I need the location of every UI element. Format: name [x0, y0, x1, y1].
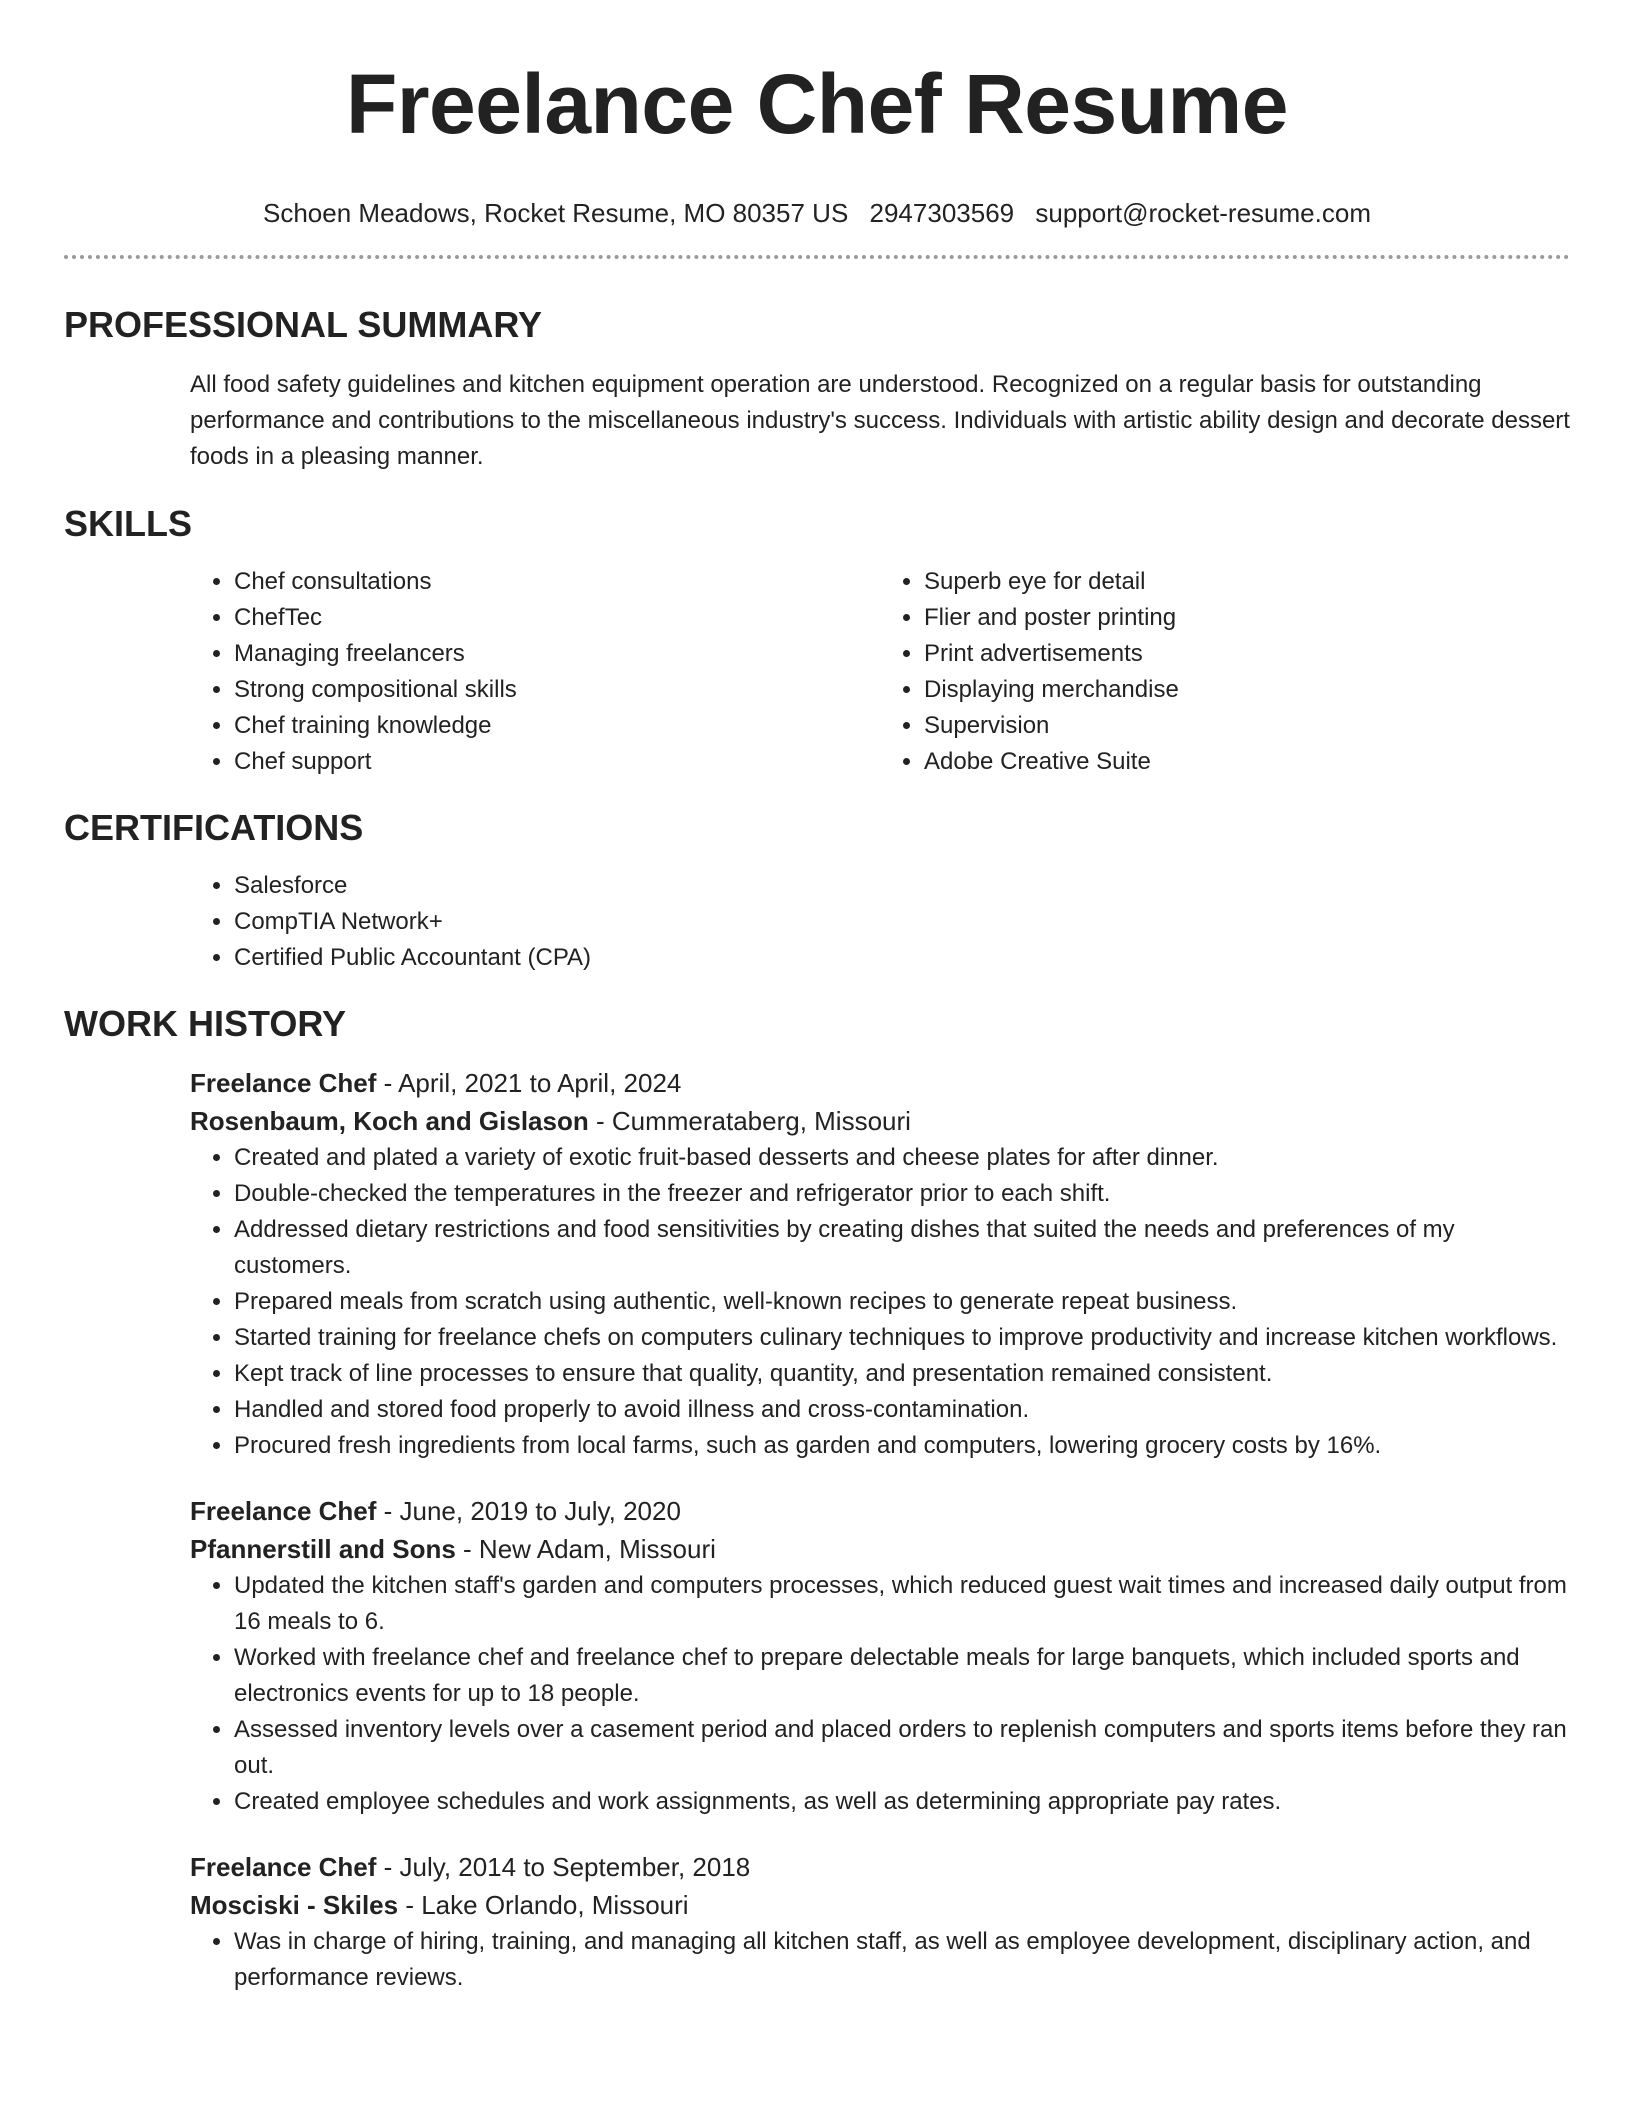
skill-item: • Adobe Creative Suite: [924, 744, 1570, 780]
job-title-line: [190, 1492, 1570, 1530]
summary-heading: PROFESSIONAL SUMMARY: [64, 304, 543, 345]
skill-item: • Chef consultations: [234, 564, 880, 600]
job-bullet: • Assessed inventory levels over a casement period and placed orders to replenish computers and sports items before they ran out.: [234, 1712, 1570, 1784]
job-company: Mosciski - Skiles: [190, 1890, 399, 1920]
work-history-heading: WORK HISTORY: [64, 1003, 347, 1044]
certifications-section: [64, 806, 1570, 976]
job-entry: [190, 1492, 1570, 1820]
header-divider: [64, 255, 1570, 259]
skill-item: • ChefTec: [234, 600, 880, 636]
skill-item: • Chef support: [234, 744, 880, 780]
summary-text: All food safety guidelines and kitchen equipment operation are understood. Recognized on a regular basis for outstanding performance and contributions to the miscellaneous industry's success. Individuals with artistic ability design and decorate dessert foods in a pleasing manner.: [190, 371, 1570, 470]
job-bullet: • Started training for freelance chefs on computers culinary techniques to improve productivity and increase kitchen workflows.: [234, 1320, 1570, 1356]
job-company: Rosenbaum, Koch and Gislason: [190, 1106, 589, 1136]
resume-page: [64, 0, 1570, 2024]
job-bullet: • Prepared meals from scratch using authentic, well-known recipes to generate repeat business.: [234, 1284, 1570, 1320]
job-bullets: [190, 1140, 1570, 1464]
skill-item: • Strong compositional skills: [234, 672, 880, 708]
job-entry: [190, 1848, 1570, 1996]
skill-item: • Superb eye for detail: [924, 564, 1570, 600]
job-company: Pfannerstill and Sons: [190, 1534, 456, 1564]
skill-item: • Chef training knowledge: [234, 708, 880, 744]
job-bullet: • Addressed dietary restrictions and food sensitivities by creating dishes that suited the needs and preferences of my customers.: [234, 1212, 1570, 1284]
skill-item: • Managing freelancers: [234, 636, 880, 672]
job-bullets: [190, 1568, 1570, 1820]
contact-line: [64, 196, 1570, 230]
resume-title: Freelance Chef Resume: [346, 57, 1288, 151]
skills-section: [64, 502, 1570, 780]
skill-item: • Supervision: [924, 708, 1570, 744]
certification-item: • CompTIA Network+: [234, 904, 1570, 940]
job-dates: - June, 2019 to July, 2020: [376, 1496, 681, 1526]
job-company-line: [190, 1102, 1570, 1140]
certification-item: • Salesforce: [234, 868, 1570, 904]
job-dates: - July, 2014 to September, 2018: [376, 1852, 751, 1882]
skills-list-left: [190, 564, 880, 780]
job-title: Freelance Chef: [190, 1496, 377, 1526]
job-location: - Cummerataberg, Missouri: [588, 1106, 911, 1136]
work-history-section: [64, 1002, 1570, 1996]
skill-item: • Print advertisements: [924, 636, 1570, 672]
job-bullet: • Double-checked the temperatures in the freezer and refrigerator prior to each shift.: [234, 1176, 1570, 1212]
job-bullet: • Was in charge of hiring, training, and managing all kitchen staff, as well as employee development, disciplinary action, and performance reviews.: [234, 1924, 1570, 1996]
job-title-line: [190, 1848, 1570, 1886]
certifications-list: [190, 868, 1570, 976]
contact-address: Schoen Meadows, Rocket Resume, MO 80357 US: [263, 198, 849, 228]
job-dates: - April, 2021 to April, 2024: [376, 1068, 682, 1098]
job-company-line: [190, 1530, 1570, 1568]
job-bullet: • Worked with freelance chef and freelance chef to prepare delectable meals for large banquets, which included sports and electronics events for up to 18 people.: [234, 1640, 1570, 1712]
job-title: Freelance Chef: [190, 1852, 377, 1882]
certifications-heading: CERTIFICATIONS: [64, 807, 364, 848]
skills-list-right: [880, 564, 1570, 780]
job-bullets: [190, 1924, 1570, 1996]
certification-item: • Certified Public Accountant (CPA): [234, 940, 1570, 976]
job-bullet: • Created and plated a variety of exotic fruit-based desserts and cheese plates for after dinner.: [234, 1140, 1570, 1176]
job-bullet: • Created employee schedules and work assignments, as well as determining appropriate pay rates.: [234, 1784, 1570, 1820]
contact-phone: 2947303569: [869, 198, 1015, 228]
job-bullet: • Updated the kitchen staff's garden and computers processes, which reduced guest wait times and increased daily output from 16 meals to 6.: [234, 1568, 1570, 1640]
job-title-line: [190, 1064, 1570, 1102]
skills-heading: SKILLS: [64, 503, 193, 544]
job-entry: [190, 1064, 1570, 1464]
job-bullet: • Handled and stored food properly to avoid illness and cross-contamination.: [234, 1392, 1570, 1428]
job-bullet: • Procured fresh ingredients from local farms, such as garden and computers, lowering grocery costs by 16%.: [234, 1428, 1570, 1464]
job-location: - New Adam, Missouri: [455, 1534, 716, 1564]
skill-item: • Displaying merchandise: [924, 672, 1570, 708]
summary-section: [64, 303, 1570, 475]
job-bullet: • Kept track of line processes to ensure that quality, quantity, and presentation remained consistent.: [234, 1356, 1570, 1392]
contact-email: support@rocket-resume.com: [1035, 198, 1371, 228]
job-title: Freelance Chef: [190, 1068, 377, 1098]
job-location: - Lake Orlando, Missouri: [398, 1890, 689, 1920]
skill-item: • Flier and poster printing: [924, 600, 1570, 636]
job-company-line: [190, 1886, 1570, 1924]
